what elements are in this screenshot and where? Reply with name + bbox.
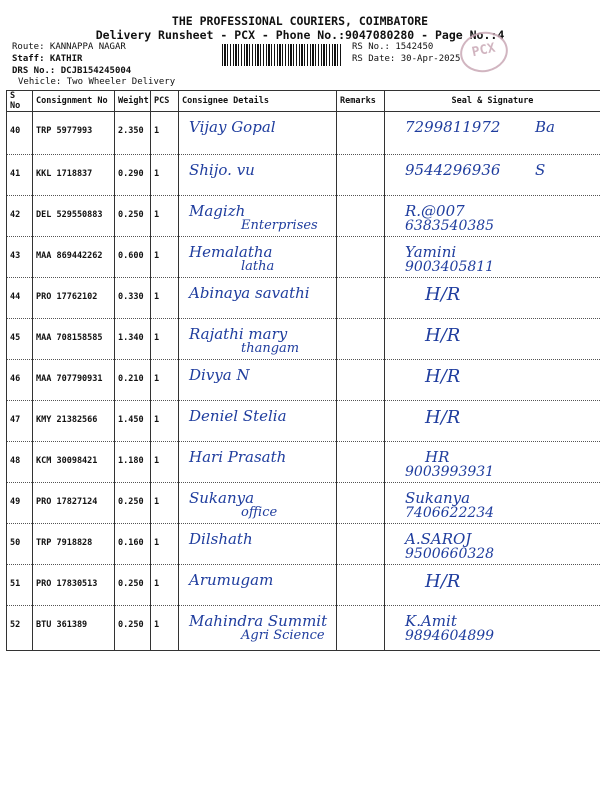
consignee-handwriting-line2: thangam (241, 341, 300, 356)
consignee-handwriting: Abinaya savathi (189, 284, 310, 302)
seal-handwriting: H/R (425, 284, 461, 305)
vehicle-label: Vehicle: Two Wheeler Delivery (18, 77, 176, 87)
route-label: Route: KANNAPPA NAGAR (12, 42, 126, 52)
cell-remarks (337, 442, 385, 483)
cell-remarks (337, 565, 385, 606)
consignee-handwriting: Sukanya (189, 489, 255, 507)
signature-scribble: S (535, 161, 546, 179)
consignee-handwriting: Hemalatha (189, 243, 273, 261)
cell-consignee (179, 606, 337, 651)
cell-consignment: MAA 708158585 (33, 319, 115, 360)
consignee-handwriting-line2: Enterprises (241, 218, 318, 233)
cell-sno: 49 (7, 483, 33, 524)
seal-handwriting-line2: 6383540385 (405, 218, 495, 234)
seal-handwriting: A.SAROJ (405, 530, 472, 548)
col-sno: S No (7, 91, 33, 112)
cell-consignee (179, 112, 337, 155)
drs-number: DRS No.: DCJB154245004 (12, 66, 132, 76)
cell-remarks (337, 524, 385, 565)
barcode-image (222, 44, 342, 66)
cell-pcs: 1 (151, 565, 179, 606)
table-row (7, 524, 600, 565)
cell-remarks (337, 606, 385, 651)
cell-consignee (179, 401, 337, 442)
cell-consignment: MAA 707790931 (33, 360, 115, 401)
cell-seal-signature (385, 237, 600, 278)
consignee-handwriting: Arumugam (189, 571, 274, 589)
cell-consignment: TRP 5977993 (33, 112, 115, 155)
cell-sno: 42 (7, 196, 33, 237)
table-row (7, 319, 600, 360)
consignee-handwriting: Rajathi mary (189, 325, 288, 343)
seal-handwriting-line2: 9003993931 (405, 464, 495, 480)
cell-sno: 51 (7, 565, 33, 606)
page-title: THE PROFESSIONAL COURIERS, COIMBATORE (171, 14, 429, 28)
cell-sno: 46 (7, 360, 33, 401)
runsheet-subtitle: Delivery Runsheet - PCX - Phone No.:9047080280 - Page No.:4 (95, 28, 505, 42)
cell-weight: 0.250 (115, 483, 151, 524)
cell-pcs: 1 (151, 524, 179, 565)
seal-handwriting: Yamini (405, 243, 457, 261)
seal-handwriting: R.@007 (405, 202, 465, 220)
col-consignee: Consignee Details (179, 91, 337, 112)
seal-handwriting-line2: 9500660328 (405, 546, 495, 562)
table-row (7, 565, 600, 606)
seal-handwriting-line2: 7406622234 (405, 505, 495, 521)
cell-seal-signature (385, 524, 600, 565)
cell-consignee (179, 278, 337, 319)
cell-consignee (179, 319, 337, 360)
cell-sno: 45 (7, 319, 33, 360)
cell-consignee (179, 442, 337, 483)
table-row (7, 278, 600, 319)
cell-remarks (337, 319, 385, 360)
table-row (7, 401, 600, 442)
seal-handwriting-line2: 9894604899 (405, 628, 495, 644)
cell-sno: 40 (7, 112, 33, 155)
cell-consignment: DEL 529550883 (33, 196, 115, 237)
cell-consignment: KKL 1718837 (33, 155, 115, 196)
staff-label: Staff: KATHIR (12, 54, 83, 64)
table-header-row (7, 91, 600, 112)
cell-pcs: 1 (151, 442, 179, 483)
cell-seal-signature (385, 442, 600, 483)
consignee-handwriting: Dilshath (189, 530, 253, 548)
cell-weight: 1.180 (115, 442, 151, 483)
runsheet-table (6, 90, 600, 651)
seal-handwriting: HR (425, 448, 450, 466)
consignee-handwriting: Mahindra Summit (189, 612, 328, 630)
cell-consignee (179, 524, 337, 565)
cell-sno: 50 (7, 524, 33, 565)
cell-pcs: 1 (151, 155, 179, 196)
cell-remarks (337, 278, 385, 319)
cell-sno: 43 (7, 237, 33, 278)
cell-consignee (179, 237, 337, 278)
cell-pcs: 1 (151, 401, 179, 442)
table-row (7, 112, 600, 155)
cell-consignee (179, 483, 337, 524)
consignee-handwriting: Shijo. vu (189, 161, 255, 179)
cell-weight: 0.210 (115, 360, 151, 401)
cell-consignment: MAA 869442262 (33, 237, 115, 278)
seal-handwriting: Sukanya (405, 489, 471, 507)
consignee-handwriting-line2: Agri Science (241, 628, 325, 643)
seal-handwriting: 9544296936 (405, 161, 501, 179)
cell-weight: 0.250 (115, 196, 151, 237)
cell-consignment: TRP 7918828 (33, 524, 115, 565)
cell-seal-signature (385, 565, 600, 606)
cell-consignee (179, 196, 337, 237)
cell-weight: 1.340 (115, 319, 151, 360)
table-row (7, 483, 600, 524)
cell-pcs: 1 (151, 483, 179, 524)
consignee-handwriting-line2: office (241, 505, 278, 520)
cell-weight: 0.600 (115, 237, 151, 278)
table-row (7, 155, 600, 196)
cell-pcs: 1 (151, 360, 179, 401)
cell-consignee (179, 565, 337, 606)
cell-consignee (179, 360, 337, 401)
cell-consignment: PRO 17762102 (33, 278, 115, 319)
cell-remarks (337, 196, 385, 237)
rs-number: RS No.: 1542450 (352, 42, 434, 52)
pcx-stamp: PCX (456, 27, 511, 76)
table-row (7, 442, 600, 483)
cell-consignee (179, 155, 337, 196)
cell-remarks (337, 401, 385, 442)
col-seal: Seal & Signature (385, 91, 600, 112)
cell-sno: 47 (7, 401, 33, 442)
cell-consignment: KMY 21382566 (33, 401, 115, 442)
consignee-handwriting: Divya N (189, 366, 250, 384)
rs-date: RS Date: 30-Apr-2025 (352, 54, 461, 64)
cell-seal-signature (385, 401, 600, 442)
cell-weight: 0.330 (115, 278, 151, 319)
table-row (7, 196, 600, 237)
cell-sno: 48 (7, 442, 33, 483)
signature-scribble: Ba (535, 118, 555, 136)
cell-consignment: BTU 361389 (33, 606, 115, 651)
seal-handwriting: H/R (425, 366, 461, 387)
cell-weight: 2.350 (115, 112, 151, 155)
cell-seal-signature (385, 112, 600, 155)
cell-remarks (337, 360, 385, 401)
cell-remarks (337, 155, 385, 196)
cell-seal-signature (385, 196, 600, 237)
cell-pcs: 1 (151, 606, 179, 651)
seal-handwriting: H/R (425, 407, 461, 428)
cell-sno: 52 (7, 606, 33, 651)
cell-seal-signature (385, 360, 600, 401)
cell-seal-signature (385, 483, 600, 524)
cell-weight: 0.290 (115, 155, 151, 196)
cell-seal-signature (385, 319, 600, 360)
col-remarks: Remarks (337, 91, 385, 112)
col-weight: Weight (115, 91, 151, 112)
cell-pcs: 1 (151, 112, 179, 155)
cell-seal-signature (385, 278, 600, 319)
cell-weight: 1.450 (115, 401, 151, 442)
cell-pcs: 1 (151, 319, 179, 360)
consignee-handwriting: Hari Prasath (189, 448, 287, 466)
seal-handwriting: 7299811972 (405, 118, 501, 136)
cell-consignment: PRO 17830513 (33, 565, 115, 606)
cell-seal-signature (385, 606, 600, 651)
cell-remarks (337, 237, 385, 278)
cell-remarks (337, 483, 385, 524)
cell-consignment: PRO 17827124 (33, 483, 115, 524)
cell-sno: 44 (7, 278, 33, 319)
col-consignment: Consignment No (33, 91, 115, 112)
table-row (7, 237, 600, 278)
seal-handwriting: H/R (425, 571, 461, 592)
table-row (7, 360, 600, 401)
table-row (7, 606, 600, 651)
seal-handwriting: K.Amit (405, 612, 457, 630)
cell-remarks (337, 112, 385, 155)
cell-pcs: 1 (151, 196, 179, 237)
cell-weight: 0.160 (115, 524, 151, 565)
cell-pcs: 1 (151, 278, 179, 319)
seal-handwriting-line2: 9003405811 (405, 259, 495, 275)
cell-consignment: KCM 30098421 (33, 442, 115, 483)
cell-weight: 0.250 (115, 565, 151, 606)
seal-handwriting: H/R (425, 325, 461, 346)
consignee-handwriting-line2: latha (241, 259, 275, 274)
cell-sno: 41 (7, 155, 33, 196)
consignee-handwriting: Deniel Stelia (189, 407, 287, 425)
cell-seal-signature (385, 155, 600, 196)
consignee-handwriting: Magizh (189, 202, 246, 220)
cell-pcs: 1 (151, 237, 179, 278)
cell-weight: 0.250 (115, 606, 151, 651)
col-pcs: PCS (151, 91, 179, 112)
consignee-handwriting: Vijay Gopal (189, 118, 276, 136)
